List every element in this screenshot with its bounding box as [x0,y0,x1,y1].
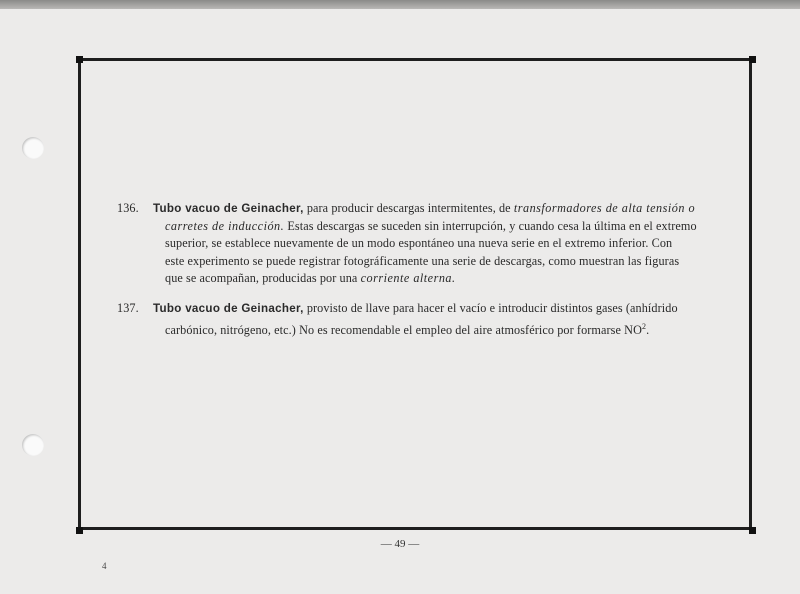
sheet-mark: 4 [102,561,107,571]
binder-hole-top [22,137,44,159]
italic-text: transformadores de alta tensión o [513,201,696,215]
binder-hole-bottom [22,434,44,456]
page-border-frame [78,58,752,530]
entry-title: Tubo vacuo de Geinacher, [153,202,304,215]
entry-number: 137. [117,301,139,315]
frame-corner-bl [76,527,83,534]
entry-title: Tubo vacuo de Geinacher, [153,302,304,315]
entry-line: provisto de llave para hacer el vacío e introducir distintos gases (anhídrido [306,301,678,315]
frame-corner-tl [76,56,83,63]
italic-text: corriente alterna. [360,271,456,286]
page-number: — 49 — [380,538,420,550]
italic-text: carretes de inducción. [165,218,285,233]
entry-line: superior, se establece nuevamente de un modo espontáneo una nueva serie en el extremo inferior. Con [165,236,673,251]
entry-body [153,300,729,339]
entry-line: que se acompañan, producidas por una corriente alterna. [165,271,456,286]
entry-line: para producir descargas intermitentes, de transformadores de alta tensión o [306,201,696,215]
entry-line: carbónico, nitrógeno, etc.) No es recomendable el empleo del aire atmosférico por formarse $NO^2$. [165,321,650,337]
entry-line: este experimento se puede registrar fotográficamente una serie de descargas, como muestran las figuras [165,253,680,268]
frame-corner-br [749,527,756,534]
entry-body [153,200,729,288]
entry-137 [117,300,729,339]
entry-number: 136. [117,201,139,215]
entry-136 [117,200,729,288]
scan-top-edge [0,0,800,9]
frame-corner-tr [749,56,756,63]
entry-line: carretes de inducción. Estas descargas se suceden sin interrupción, y cuando cesa la última en el extremo [165,218,697,233]
superscript: 2 [641,321,647,331]
